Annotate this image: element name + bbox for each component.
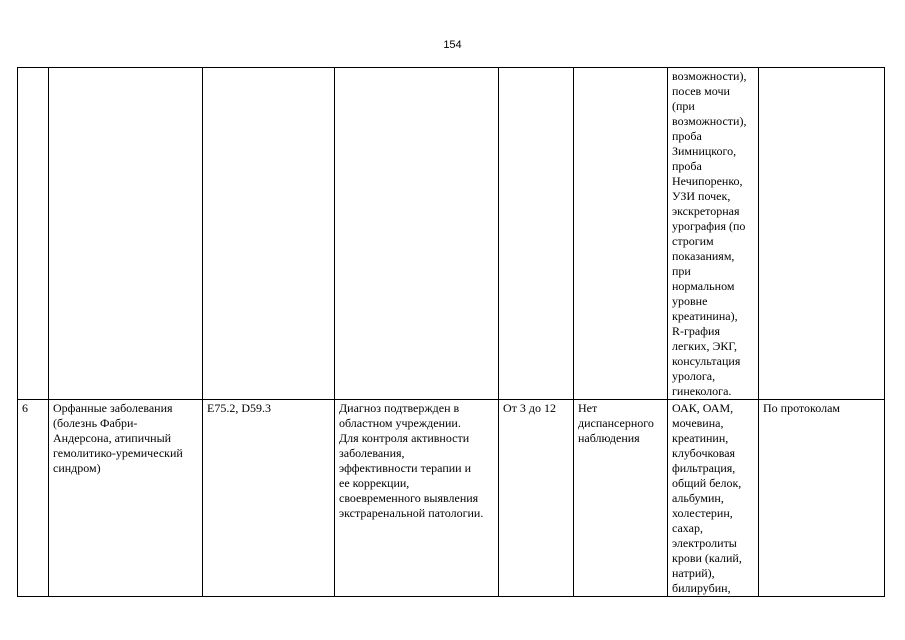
cell-line: уролога, [672, 369, 716, 383]
cell-purpose [335, 400, 499, 597]
cell-line: креатинин, [672, 431, 729, 445]
cell-line: возможности), [672, 114, 747, 128]
cell-line: электролиты [672, 536, 737, 550]
cell-line: посев мочи [672, 84, 730, 98]
cell-line: ее коррекции, [339, 476, 410, 490]
cell-frequency: От 3 до 12 [499, 400, 574, 597]
cell-line: фильтрация, [672, 461, 736, 475]
cell-line: Диагноз подтвержден в [339, 401, 460, 415]
table-row [18, 68, 885, 400]
cell-line: показаниям, [672, 249, 735, 263]
cell-line: клубочковая [672, 446, 736, 460]
cell-line: консультация [672, 354, 741, 368]
cell-line: при [672, 264, 691, 278]
cell-line: уровне [672, 294, 708, 308]
cell-line: альбумин, [672, 491, 724, 505]
cell-line: Нечипоренко, [672, 174, 743, 188]
cell-icd-code: Е75.2, D59.3 [203, 400, 335, 597]
cell-line: своевременного выявления [339, 491, 479, 505]
cell-line: гемолитико-уремический [53, 446, 183, 460]
cell-observation [574, 68, 668, 400]
cell-line: экскреторная [672, 204, 740, 218]
cell-line: нормальном [672, 279, 735, 293]
table-row [18, 400, 885, 597]
cell-line: сахар, [672, 521, 703, 535]
page-number: 154 [443, 39, 462, 51]
cell-line: проба [672, 129, 702, 143]
cell-line: натрий), [672, 566, 715, 580]
table-body [18, 68, 885, 597]
cell-line: общий белок, [672, 476, 742, 490]
cell-purpose [335, 68, 499, 400]
cell-tests [668, 68, 759, 400]
cell-number [18, 68, 49, 400]
cell-disease [49, 68, 203, 400]
cell-line: эффективности терапии и [339, 461, 472, 475]
cell-line: проба [672, 159, 702, 173]
cell-line: Зимницкого, [672, 144, 737, 158]
cell-treatment: По протоколам [759, 400, 885, 597]
cell-line: легких, ЭКГ, [672, 339, 737, 353]
cell-disease [49, 400, 203, 597]
cell-observation [574, 400, 668, 597]
cell-line: гинеколога. [672, 384, 732, 398]
cell-line: (при [672, 99, 695, 113]
cell-line: (болезнь Фабри- [53, 416, 138, 430]
cell-line: диспансерного [578, 416, 654, 430]
cell-frequency [499, 68, 574, 400]
cell-line: экстраренальной патологии. [339, 506, 484, 520]
cell-line: крови (калий, [672, 551, 742, 565]
cell-line: креатинина), [672, 309, 738, 323]
cell-line: возможности), [672, 69, 747, 83]
cell-line: ОАК, ОАМ, [672, 401, 734, 415]
cell-icd-code [203, 68, 335, 400]
cell-line: Андерсона, атипичный [53, 431, 172, 445]
cell-line: строгим [672, 234, 714, 248]
cell-line: синдром) [53, 461, 101, 475]
cell-line: заболевания, [339, 446, 405, 460]
cell-line: наблюдения [578, 431, 640, 445]
cell-line: областном учреждении. [339, 416, 461, 430]
cell-line: мочевина, [672, 416, 724, 430]
cell-line: холестерин, [672, 506, 733, 520]
cell-line: УЗИ почек, [672, 189, 731, 203]
cell-tests [668, 400, 759, 597]
cell-line: билирубин, [672, 581, 731, 595]
cell-number: 6 [18, 400, 49, 597]
cell-line: R-графия [672, 324, 720, 338]
cell-line: Орфанные заболевания [53, 401, 173, 415]
cell-line: Для контроля активности [339, 431, 470, 445]
cell-line: урография (по [672, 219, 746, 233]
dispensary-table [17, 67, 885, 597]
cell-line: Нет [578, 401, 598, 415]
cell-treatment [759, 68, 885, 400]
